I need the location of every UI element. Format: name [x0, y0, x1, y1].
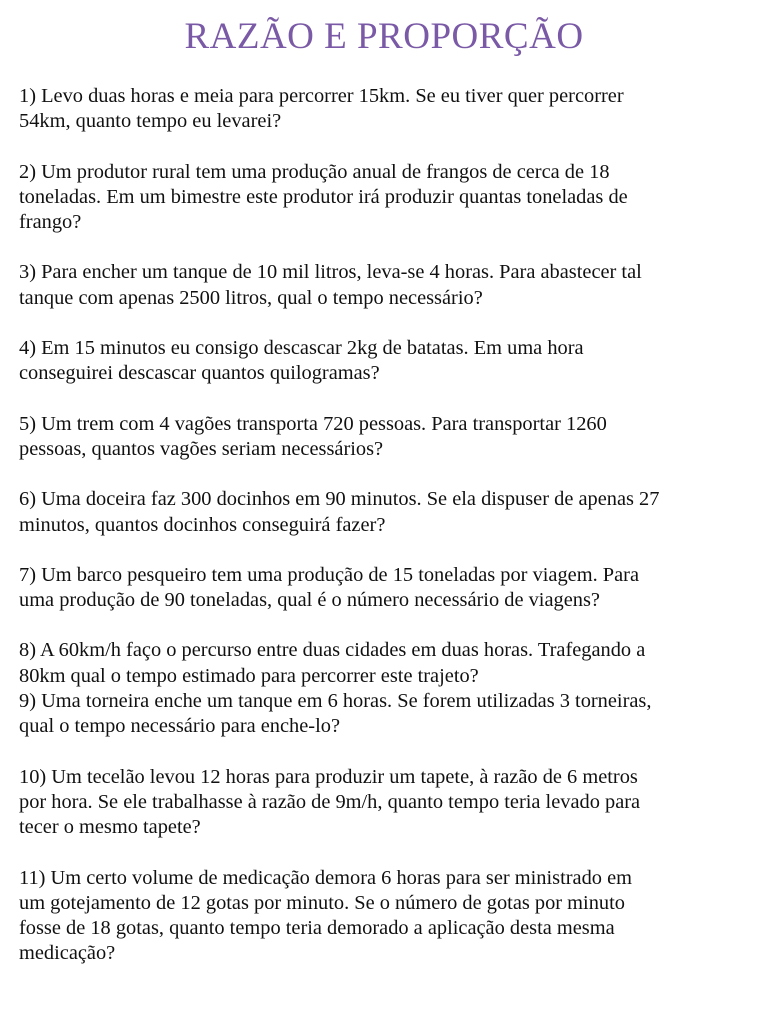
question-5: 5) Um trem com 4 vagões transporta 720 pessoas. Para transportar 1260 pessoas, quantos vagões seriam necessários? [19, 412, 607, 460]
question-list [19, 84, 759, 967]
spacer [19, 841, 759, 866]
spacer [19, 538, 759, 563]
question-4: 4) Em 15 minutos eu consigo descascar 2kg de batatas. Em uma hora conseguirei descascar quantos quilogramas? [19, 337, 584, 385]
question-8: 8) A 60km/h faço o percurso entre duas cidades em duas horas. Trafegando a 80km qual o tempo estimado para percorrer este trajeto? [19, 639, 646, 687]
question-6: 6) Uma doceira faz 300 docinhos em 90 minutos. Se ela dispuser de apenas 27 minutos, quantos docinhos conseguirá fazer? [19, 488, 660, 536]
question-11: 11) Um certo volume de medicação demora 6 horas para ser ministrado em um gotejamento de 12 gotas por minuto. Se o número de gotas por minuto fosse de 18 gotas, quanto tempo teria demorado a aplicação desta mesma medicação? [19, 866, 633, 965]
spacer [19, 613, 759, 638]
spacer [19, 135, 759, 160]
spacer [19, 311, 759, 336]
spacer [19, 235, 759, 260]
question-1: 1) Levo duas horas e meia para percorrer 15km. Se eu tiver quer percorrer 54km, quanto tempo eu levarei? [19, 85, 624, 133]
spacer [19, 740, 759, 765]
page-title: RAZÃO E PROPORÇÃO [184, 16, 584, 57]
question-7: 7) Um barco pesqueiro tem uma produção de 15 toneladas por viagem. Para uma produção de 90 toneladas, qual é o número necessário de viagens? [19, 563, 640, 612]
question-10: 10) Um tecelão levou 12 horas para produzir um tapete, à razão de 6 metros por hora. Se ele trabalhasse à razão de 9m/h, quanto tempo teria levado para tecer o mesmo tapete? [19, 765, 641, 839]
question-3: 3) Para encher um tanque de 10 mil litros, leva-se 4 horas. Para abastecer tal tanque com apenas 2500 litros, qual o tempo necessário? [19, 261, 642, 309]
spacer [19, 462, 759, 487]
spacer [19, 387, 759, 412]
question-9: 9) Uma torneira enche um tanque em 6 horas. Se forem utilizadas 3 torneiras, qual o tempo necessário para enche-lo? [19, 690, 652, 738]
question-2: 2) Um produtor rural tem uma produção anual de frangos de cerca de 18 toneladas. Em um bimestre este produtor irá produzir quantas toneladas de frango? [19, 160, 628, 234]
